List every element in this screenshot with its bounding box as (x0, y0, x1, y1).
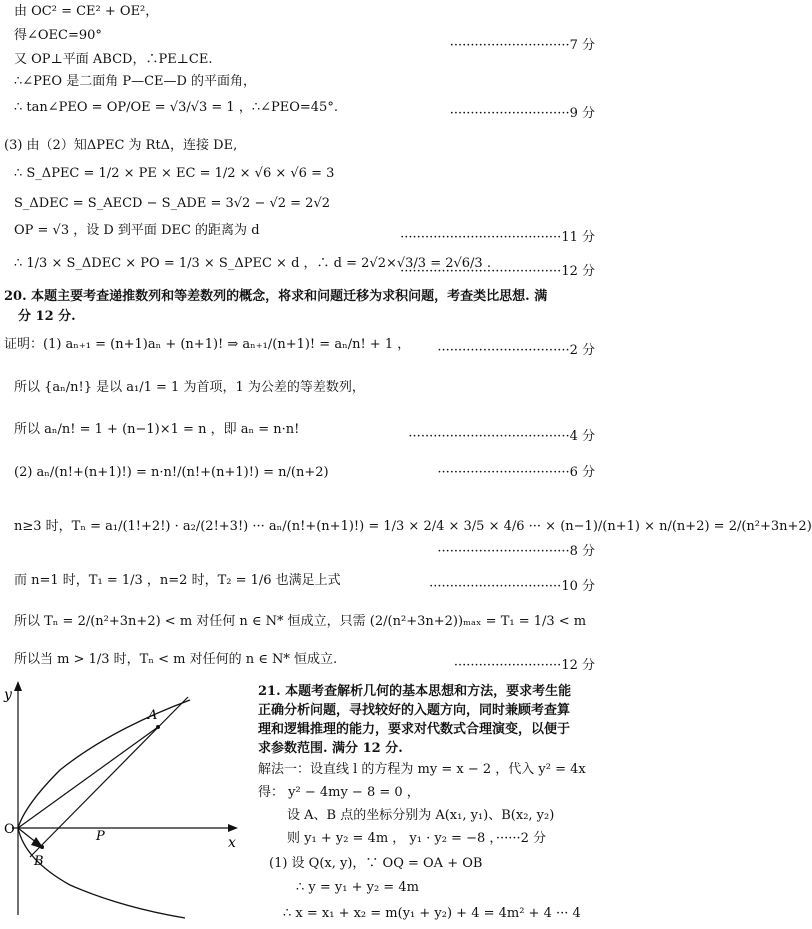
score-marker-s5: ································2 分 (437, 343, 595, 358)
text-line-l6: (3) 由（2）知ΔPEC 为 RtΔ，连接 DE, (4, 138, 238, 153)
text-line-l19: 所以 Tₙ = 2/(n²+3n+2) < m 对任何 n ∈ N* 恒成立，只需 (2/(n²+3n+2))ₘₐₓ = T₁ = 1/3 < m (14, 614, 587, 629)
text-line-l29: (1) 设 Q(x, y)，∵ OQ = OA + OB (269, 856, 483, 871)
text-line-l24: 求参数范围. 满分 12 分. (258, 741, 403, 756)
text-line-l30: ∴ y = y₁ + y₂ = 4m (296, 880, 419, 895)
text-line-l2: 得∠OEC=90° (14, 28, 102, 43)
text-line-l8: S_ΔDEC = S_AECD − S_ADE = 3√2 − √2 = 2√2 (14, 196, 331, 211)
score-marker-s8: ································8 分 (437, 544, 595, 559)
text-line-l31: ∴ x = x₁ + x₂ = m(y₁ + y₂) + 4 = 4m² + 4 ··· 4 (283, 906, 581, 921)
point-A (156, 725, 160, 729)
text-line-l4: ∴∠PEO 是二面角 P—CE—D 的平面角， (14, 74, 257, 89)
label-A: A (148, 708, 158, 723)
text-line-l1: 由 OC² = CE² + OE²， (14, 4, 159, 19)
segment-OA (18, 727, 158, 828)
text-line-l27: 设 A、B 点的坐标分别为 A(x₁, y₁)、B(x₂, y₂) (287, 808, 555, 823)
label-B: B (34, 854, 44, 869)
text-line-l13: 证明：(1) aₙ₊₁ = (n+1)aₙ + (n+1)! ⇒ aₙ₊₁/(n+1)! = aₙ/n! + 1 ， (4, 337, 411, 352)
score-marker-s6: ·······································4 分 (408, 429, 595, 444)
text-line-l20: 所以当 m > 1/3 时，Tₙ < m 对任何的 n ∈ N* 恒成立. (14, 652, 338, 667)
label-P: P (96, 829, 105, 844)
score-marker-s4: ·······································12 分 (400, 264, 595, 279)
score-marker-s7: ································6 分 (437, 465, 595, 480)
text-line-l16: (2) aₙ/(n!+(n+1)!) = n·n!/(n!+(n+1)!) = n/(n+2) (14, 465, 329, 480)
text-line-l17: n≥3 时，Tₙ = a₁/(1!+2!) · a₂/(2!+3!) ··· aₙ/(n!+(n+1)!) = 1/3 × 2/4 × 3/5 × 4/6 ··· × (n−1)/(n+1) × n/(n+2) = 2/(n²+3n+2) (14, 519, 812, 534)
text-line-l5: ∴ tan∠PEO = OP/OE = √3/√3 = 1 ，∴∠PEO=45°. (14, 100, 338, 115)
text-line-l22: 正确分析问题，寻找较好的入题方向，同时兼顾考查算 (258, 703, 571, 718)
score-marker-s9: ································10 分 (429, 579, 595, 594)
text-line-l25: 解法一：设直线 l 的方程为 my = x − 2 ，代入 y² = 4x (258, 762, 586, 777)
score-marker-s2: ·····························9 分 (449, 106, 595, 121)
text-line-l23: 理和逻辑推理的能力，要求对代数式合理演变，以便于 (258, 722, 571, 737)
text-line-l14: 所以 {aₙ/n!} 是以 a₁/1 = 1 为首项，1 为公差的等差数列， (14, 380, 365, 395)
text-line-l26: 得： y² − 4my − 8 = 0 ， (258, 785, 420, 800)
text-line-l9: OP = √3 ，设 D 到平面 DEC 的距离为 d (14, 223, 260, 238)
label-x: x (228, 835, 236, 851)
score-marker-s10: ··························12 分 (453, 658, 595, 673)
parabola-figure (0, 675, 250, 925)
point-B (40, 845, 44, 849)
text-line-l15: 所以 aₙ/n! = 1 + (n−1)×1 = n ，即 aₙ = n·n! (14, 422, 300, 437)
label-y: y (4, 687, 12, 703)
text-line-l7: ∴ S_ΔPEC = 1/2 × PE × EC = 1/2 × √6 × √6 = 3 (14, 166, 335, 181)
text-line-l18: 而 n=1 时，T₁ = 1/3 ，n=2 时，T₂ = 1/6 也满足上式 (14, 573, 341, 588)
text-line-l10: ∴ 1/3 × S_ΔDEC × PO = 1/3 × S_ΔPEC × d ，∴ d = 2√2×√3/3 = 2√6/3 . (14, 256, 491, 271)
text-line-l12: 分 12 分. (18, 309, 76, 324)
label-origin: O (4, 822, 15, 837)
score-marker-s1: ·····························7 分 (449, 38, 595, 53)
y-axis-arrow (14, 681, 22, 691)
text-line-l11: 20. 本题主要考查递推数列和等差数列的概念，将求和问题迁移为求积问题，考查类比思想. 满 (4, 289, 548, 304)
score-marker-s3: ·······································11 分 (400, 230, 595, 245)
text-line-l3: 又 OP⊥平面 ABCD，∴PE⊥CE. (14, 52, 213, 67)
x-axis-arrow (228, 824, 238, 832)
text-line-l28: 则 y₁ + y₂ = 4m ， y₁ · y₂ = −8 ，······2 分 (287, 831, 547, 846)
text-line-l21: 21. 本题考查解析几何的基本思想和方法，要求考生能 (258, 684, 572, 699)
